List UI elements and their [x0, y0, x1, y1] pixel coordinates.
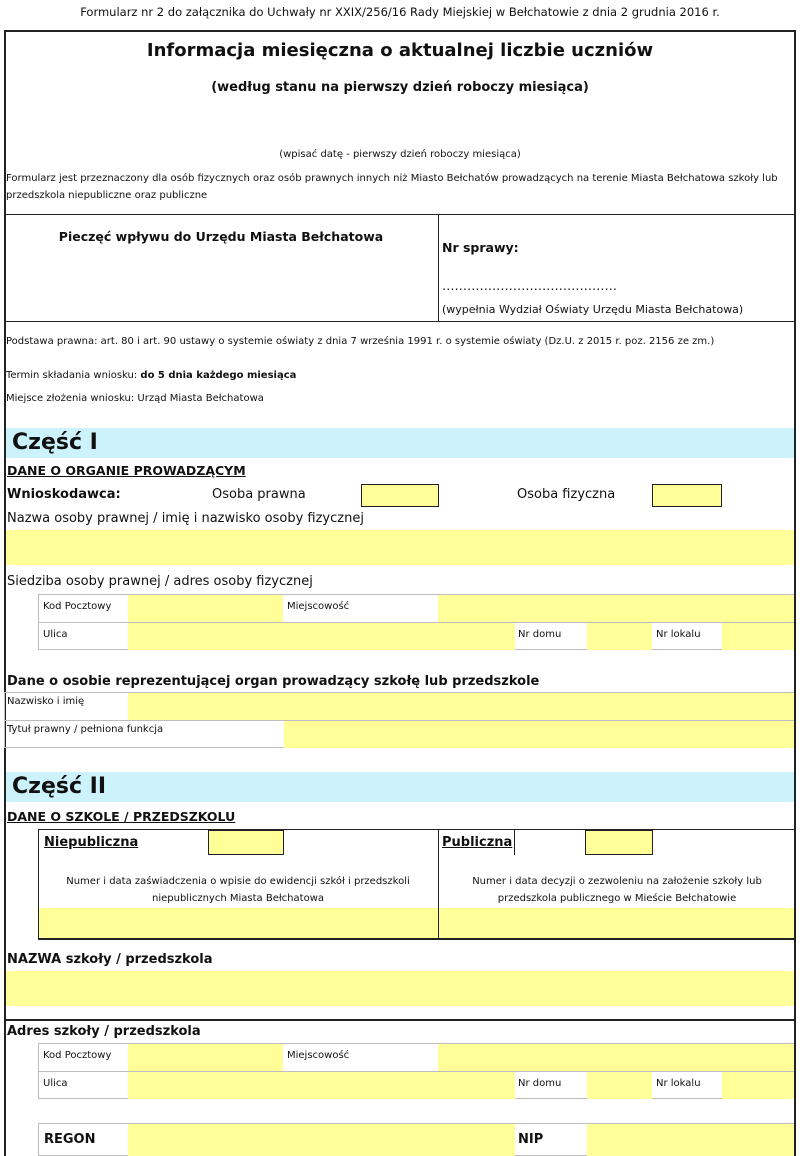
nip-label: NIP: [518, 1132, 544, 1147]
school-street-label: Ulica: [43, 1078, 68, 1089]
private-school-registry-field[interactable]: [39, 908, 438, 938]
school-house-no-field[interactable]: [587, 1072, 652, 1099]
rep-name-label: Nazwisko i imię: [7, 696, 85, 707]
form-description: Formularz jest przeznaczony dla osób fizycznych oraz osób prawnych innych niż Miasto Bełchatów prowadzących na terenie Miasta Bełchatowa szkoły lub przedszkola niepubliczne oraz publiczne: [6, 173, 778, 201]
public-label-divider: [514, 830, 515, 855]
stamp-bottom-line: [4, 321, 796, 322]
city-field[interactable]: [438, 595, 794, 622]
school-flat-no-label: Nr lokalu: [656, 1078, 701, 1089]
date-input[interactable]: [208, 100, 586, 142]
frame-top: [4, 30, 796, 32]
nip-field[interactable]: [587, 1124, 794, 1156]
school-address-label: Adres szkoły / przedszkola: [7, 1024, 201, 1039]
public-school-decision-field[interactable]: [439, 908, 794, 938]
school-flat-no-field[interactable]: [722, 1072, 794, 1099]
case-number-label: Nr sprawy:: [442, 240, 519, 255]
deadline-label: Termin składania wniosku:: [6, 370, 141, 381]
deadline-value: do 5 dnia każdego miesiąca: [140, 370, 297, 381]
private-school-checkbox[interactable]: [208, 830, 284, 855]
page-title: Informacja miesięczna o aktualnej liczbie uczniów: [146, 40, 654, 61]
representative-label: Dane o osobie reprezentującej organ prowadzący szkołę lub przedszkole: [7, 674, 540, 689]
rep-name-field[interactable]: [128, 693, 794, 720]
school-city-label: Miejscowość: [287, 1050, 350, 1061]
postal-code-field[interactable]: [128, 595, 283, 622]
name-field-label: Nazwa osoby prawnej / imię i nazwisko osoby fizycznej: [7, 511, 364, 526]
stamp-top-line: [4, 214, 796, 215]
house-no-field[interactable]: [587, 623, 652, 650]
submission-place: Miejsce złożenia wniosku: Urząd Miasta Bełchatowa: [6, 393, 264, 404]
top-note: Formularz nr 2 do załącznika do Uchwały nr XXIX/256/16 Rady Miejskiej w Bełchatowie z dnia 2 grudnia 2016 r.: [80, 5, 720, 19]
case-number-note: (wypełnia Wydział Oświaty Urzędu Miasta Bełchatowa): [442, 303, 744, 316]
natural-person-label: Osoba fizyczna: [517, 487, 616, 502]
applicant-label: Wnioskodawca:: [7, 487, 121, 502]
school-city-field[interactable]: [438, 1044, 794, 1071]
stamp-divider: [438, 214, 439, 321]
deadline: [6, 370, 296, 381]
city-label: Miejscowość: [287, 601, 350, 612]
type-block-top: [38, 829, 794, 830]
flat-no-field[interactable]: [722, 623, 794, 650]
private-school-note: Numer i data zaświadczenia o wpisie do ewidencji szkół i przedszkoli niepublicznych Miasta Bełchatowa: [66, 876, 410, 904]
part1-title: Część I: [6, 428, 794, 458]
part2-section-title: DANE O SZKOLE / PRZEDSZKOLU: [7, 809, 236, 824]
street-field[interactable]: [128, 623, 515, 650]
part1-section-title: DANE O ORGANIE PROWADZĄCYM: [7, 463, 246, 478]
house-no-label: Nr domu: [518, 629, 562, 640]
name-field[interactable]: [6, 530, 794, 565]
school-name-separator: [4, 1019, 796, 1021]
type-block-bottom: [38, 938, 794, 940]
legal-basis: Podstawa prawna: art. 80 i art. 90 ustawy o systemie oświaty z dnia 7 września 1991 r. o systemie oświaty (Dz.U. z 2015 r. poz. 2156 ze zm.): [6, 336, 715, 347]
street-label: Ulica: [43, 629, 68, 640]
postal-code-label: Kod Pocztowy: [43, 601, 112, 612]
regon-label: REGON: [44, 1132, 96, 1147]
school-street-field[interactable]: [128, 1072, 515, 1099]
frame-right: [794, 30, 796, 1156]
case-number-dots[interactable]: ……………………………………: [442, 278, 617, 293]
private-school-label: Niepubliczna: [44, 835, 139, 850]
school-postal-code-label: Kod Pocztowy: [43, 1050, 112, 1061]
stamp-label: Pieczęć wpływu do Urzędu Miasta Bełchatowa: [58, 229, 384, 244]
legal-person-checkbox[interactable]: [361, 484, 439, 507]
flat-no-label: Nr lokalu: [656, 629, 701, 640]
regon-field[interactable]: [128, 1124, 515, 1156]
rep-title-label: Tytuł prawny / pełniona funkcja: [7, 724, 164, 735]
public-school-label: Publiczna: [442, 835, 513, 850]
natural-person-checkbox[interactable]: [652, 484, 722, 507]
legal-person-label: Osoba prawna: [212, 487, 306, 502]
school-name-field[interactable]: [6, 971, 794, 1006]
public-school-note: Numer i data decyzji o zezwoleniu na założenie szkoły lub przedszkola publicznego w Mieście Bełchatowie: [472, 876, 762, 904]
part2-title: Część II: [6, 772, 794, 802]
rep-title-field[interactable]: [284, 721, 794, 748]
page-subtitle: (według stanu na pierwszy dzień roboczy miesiąca): [211, 80, 589, 95]
public-school-checkbox[interactable]: [585, 830, 653, 855]
school-name-label: NAZWA szkoły / przedszkola: [7, 952, 213, 967]
date-hint: (wpisać datę - pierwszy dzień roboczy miesiąca): [279, 149, 521, 160]
school-postal-code-field[interactable]: [128, 1044, 283, 1071]
school-house-no-label: Nr domu: [518, 1078, 562, 1089]
address-label: Siedziba osoby prawnej / adres osoby fizycznej: [7, 574, 313, 589]
